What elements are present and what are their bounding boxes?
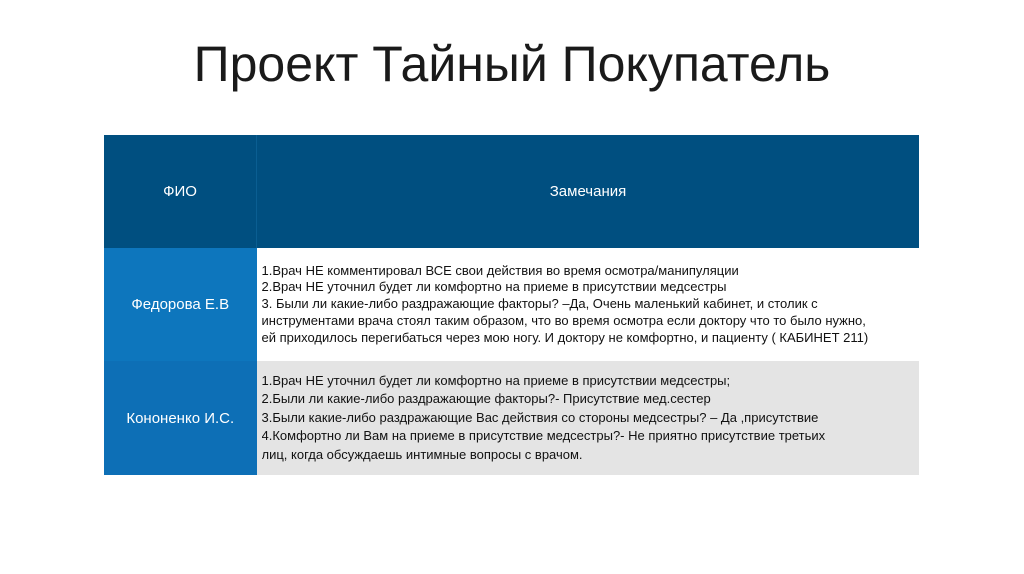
remarks-table xyxy=(104,135,919,475)
header-fio: ФИО xyxy=(104,135,257,248)
remark-line: инструментами врача стоял таким образом, что во время осмотра если доктору что то было нужно, xyxy=(261,312,866,328)
remark-line: 3.Были какие-либо раздражающие Вас действия со стороны медсестры? – Да ,присутствие xyxy=(261,409,819,425)
table-row xyxy=(104,248,919,361)
remark-line: 2.Врач НЕ уточнил будет ли комфортно на приеме в присутствии медсестры xyxy=(261,279,727,295)
table-header-row xyxy=(104,135,919,248)
remark-line: 2.Были ли какие-либо раздражающие факторы?- Присутствие мед.сестер xyxy=(261,391,711,407)
row-remarks xyxy=(257,361,920,475)
slide-title: Проект Тайный Покупатель xyxy=(193,36,831,92)
remark-line: 1.Врач НЕ комментировал ВСЕ свои действия во время осмотра/манипуляции xyxy=(261,262,739,278)
header-remarks: Замечания xyxy=(257,135,920,248)
table-row xyxy=(104,361,919,475)
remark-line: 3. Были ли какие-либо раздражающие факторы? –Да, Очень маленький кабинет, и столик с xyxy=(261,296,818,312)
row-remarks xyxy=(257,248,920,361)
row-name: Кононенко И.С. xyxy=(104,361,257,475)
remark-line: 1.Врач НЕ уточнил будет ли комфортно на приеме в присутствии медсестры; xyxy=(261,372,731,388)
remark-line: ей приходилось перегибаться через мою ногу. И доктору не комфортно, и пациенту ( КАБИНЕТ 211) xyxy=(261,329,869,345)
remark-line: лиц, когда обсуждаешь интимные вопросы с врачом. xyxy=(261,446,583,462)
remark-line: 4.Комфортно ли Вам на приеме в присутствие медсестры?- Не приятно присутствие третьих xyxy=(261,428,826,444)
row-name: Федорова Е.В xyxy=(104,248,257,361)
